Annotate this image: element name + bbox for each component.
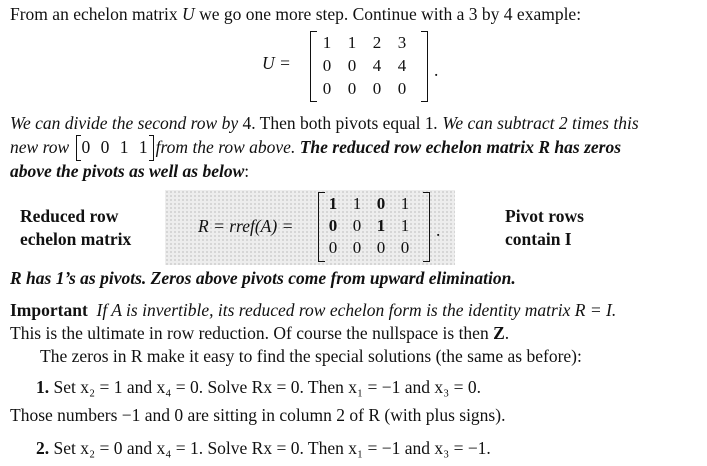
- matrix-u-cell: 4: [397, 56, 407, 75]
- matrix-r-cell: 1: [400, 216, 410, 235]
- intro-text-2: we go one more step. Continue with a 3 by 4 example:: [194, 4, 582, 24]
- matrix-r-cell: 0: [376, 238, 386, 257]
- matrix-u-cell: 0: [322, 79, 332, 98]
- matrix-u-period: .: [434, 60, 439, 80]
- matrix-u-cell: 2: [372, 33, 382, 52]
- rref-label: R = rref(A) =: [198, 216, 294, 236]
- matrix-r-cell: 1: [352, 194, 362, 213]
- pivots-line: R has 1’s as pivots. Zeros above pivots come from upward elimination.: [10, 268, 516, 288]
- matrix-u-cell: 3: [397, 33, 407, 52]
- matrix-r-period: .: [436, 220, 441, 240]
- matrix-u-cell: 4: [372, 56, 382, 75]
- matrix-u-cell: 0: [347, 56, 357, 75]
- matrix-r-cell: 0: [352, 238, 362, 257]
- important-line1: Important If A is invertible, its reduced row echelon form is the identity matrix R = I.: [10, 300, 617, 320]
- intro-text-1: From an echelon matrix: [10, 4, 183, 24]
- matrix-r-cell: 1: [328, 194, 338, 213]
- matrix-r-cell: 0: [400, 238, 410, 257]
- matrix-u-cell: 1: [322, 33, 332, 52]
- row-vector: 0 0 1 1: [76, 137, 154, 158]
- matrix-r-cell: 0: [328, 216, 338, 235]
- those-line: Those numbers −1 and 0 are sitting in column 2 of R (with plus signs).: [10, 405, 506, 425]
- intro-var-u: U: [182, 4, 195, 24]
- matrix-u-cell: 0: [347, 79, 357, 98]
- rref-left-label-1: Reduced row: [20, 206, 119, 226]
- matrix-u: [310, 31, 428, 102]
- matrix-u-cell: 0: [372, 79, 382, 98]
- matrix-u-cell: 0: [397, 79, 407, 98]
- matrix-u-cell: 0: [322, 56, 332, 75]
- rref-left-label-2: echelon matrix: [20, 229, 132, 249]
- rref-right-label-2: contain I: [505, 229, 572, 249]
- matrix-r-cell: 1: [376, 216, 386, 235]
- matrix-r-cell: 0: [352, 216, 362, 235]
- matrix-r-cell: 0: [376, 194, 386, 213]
- zeros-line: The zeros in R make it easy to find the special solutions (the same as before):: [40, 346, 582, 366]
- intro-line: [10, 4, 581, 25]
- matrix-u-label: U =: [262, 53, 291, 73]
- item-1: 1. Set x₂ = 1 and x₄ = 0. Solve Rx = 0. Then x₁ = −1 and x₃ = 0.: [36, 377, 481, 397]
- para2-line1: We can divide the second row by 4. Then both pivots equal 1. We can subtract 2 times this: [10, 113, 639, 133]
- important-line2: This is the ultimate in row reduction. Of course the nullspace is then Z.: [10, 323, 510, 343]
- rref-right-label-1: Pivot rows: [505, 206, 584, 226]
- matrix-r-cell: 1: [400, 194, 410, 213]
- item-2: 2. Set x₂ = 0 and x₄ = 1. Solve Rx = 0. Then x₁ = −1 and x₃ = −1.: [36, 438, 491, 458]
- matrix-r: [318, 192, 430, 262]
- para2-line2: new row 0 0 1 1 from the row above. The reduced row echelon matrix R has zeros: [10, 137, 622, 157]
- matrix-u-cell: 1: [347, 33, 357, 52]
- matrix-r-cell: 0: [328, 238, 338, 257]
- para2-line3: above the pivots as well as below:: [10, 161, 250, 181]
